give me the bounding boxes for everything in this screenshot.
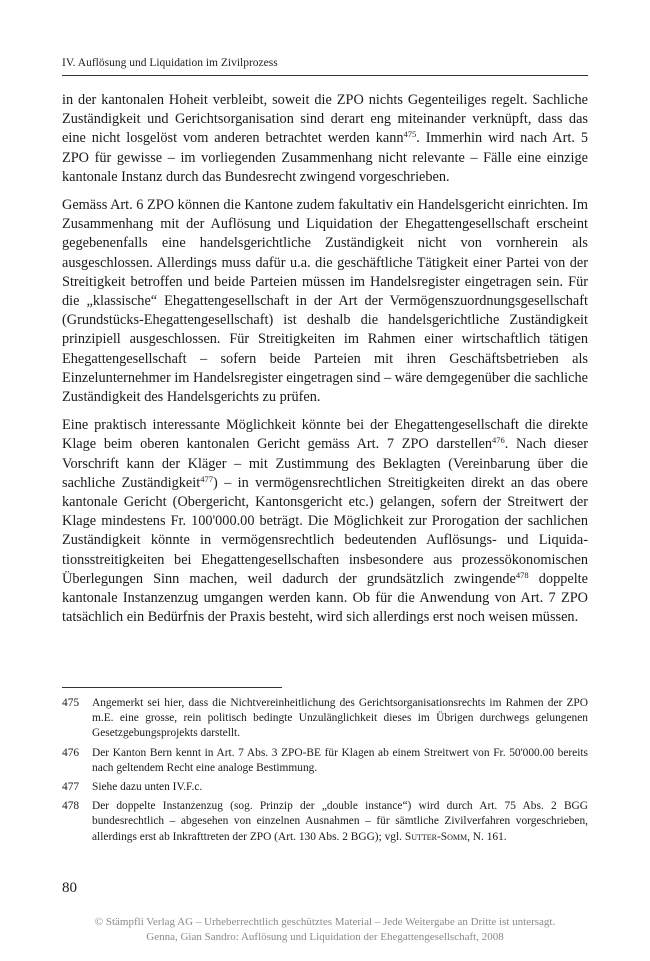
paragraph-2 (62, 196, 588, 407)
footnote-number: 477 (62, 781, 80, 794)
paragraph-text: . Immerhin wird nach Art. 5 ZPO für gewisse – im vorliegenden Zusammenhang nicht relevante – Fälle eine einzige kantonale Instanz durch das Bundesrecht zwingend vorgeschrieben. (62, 130, 588, 185)
footnote-text: Angemerkt sei hier, dass die Nichtvereinheitlichung des Gerichtsorganisationsrechts im Rahmen der ZPO m.E. eine grosse, rein politisch bedingte Unzulänglichkeit dieses im Übrigen durchwegs gelungenen Gesetzgebungsprojekts darstellt. (92, 697, 588, 740)
paragraph-1 (62, 91, 588, 187)
header-rule (62, 75, 588, 76)
copyright-notice (0, 915, 650, 945)
footnote-477 (62, 780, 588, 795)
footnote-text-part: , N. 161. (467, 830, 507, 843)
footnote-text: Siehe dazu unten IV.F.c. (92, 781, 203, 794)
footnote-478 (62, 799, 588, 845)
footnote-ref-478[interactable]: 478 (515, 569, 529, 580)
footnote-text: Der Kanton Bern kennt in Art. 7 Abs. 3 ZPO-BE für Klagen ab einem Streitwert von Fr. 50'000.00 bereits nach geltendem Recht eine analoge Bestimmung. (92, 746, 588, 774)
footnote-475 (62, 696, 588, 742)
paragraph-text: ) – in vermögensrechtlichen Streitigkeiten direkt an das obere kantonale Gericht (Obergericht, Kantonsgericht etc.) gelangen, sofern der Streitwert der Klage mindestens Fr. 100'000.00 beträgt. Die Möglichkeit zur Prorogation der sachlichen Zuständigkeit könnte in vermögensrechtlich bedeutenden Auflösungs- und Liquidationsstreitigkeiten bei Ehegattengesellschaften insbesondere aus prozessökonomischen Überlegungen Sinn machen, weil dadurch der grundsätzlich zwingende (62, 474, 588, 587)
cited-author: Sutter-Somm (404, 830, 468, 843)
copyright-line-1: © Stämpfli Verlag AG – Urheberrechtlich geschütztes Material – Jede Weitergabe an Dritte ist untersagt. (94, 916, 556, 928)
page-number: 80 (62, 880, 77, 896)
body-text (62, 91, 588, 636)
paragraph-text: Gemäss Art. 6 ZPO können die Kantone zudem fakultativ ein Handelsgericht einrichten. Im Zusammenhang mit der Auflösung und Liquidation der Ehegattengesellschaft erscheint gegebenenfalls eine handelsgerichtliche Zuständigkeit nicht von vornherein als ausgeschlossen. Allerdings muss dafür u.a. die geschäftliche Tätigkeit einer Partei von der Streitigkeit betroffen und beide Parteien müssen im Handelsregister eingetragen sein. Für die „klassische“ Ehegattengesellschaft in der Art der Vermögenszuordnungsgesellschaft (Grundstücks-Ehegattengesellschaft) ist deshalb die handelsgerichtliche Zuständigkeit prinzipiell ausgeschlossen. Für Streitigkeiten im Rahmen einer wirtschaftlich tätigen Ehegattengesellschaft – sofern beide Parteien mit ihren Geschäftsbetrieben als Einzelunternehmer im Handelsregister eingetragen sind – wäre demgegenüber die sachliche Zuständigkeit des Handelsgerichts zu prüfen. (62, 197, 588, 406)
footnotes (62, 696, 588, 849)
paragraph-text: Eine praktisch interessante Möglichkeit könnte bei der Ehegattengesellschaft die direkte Klage beim oberen kantonalen Gericht gemäss Art. 7 ZPO darstellen (62, 417, 588, 453)
footnote-number: 475 (62, 697, 80, 709)
footnote-separator (62, 687, 282, 688)
footnote-number: 476 (62, 746, 80, 759)
paragraph-text: in der kantonalen Hoheit verbleibt, soweit die ZPO nichts Gegenteiliges regelt. Sachliche Zuständigkeit und Gerichtsorganisation sind derart eng miteinander verknüpft, dass das eine nicht losgelöst vom anderen betrachtet werden kann (62, 92, 588, 147)
footnote-text-part: Der doppelte Instanzenzug (sog. Prinzip der „double instance“) wird durch Art. 75 Abs. 2 BGG bundesrechtlich – abgesehen von einzelnen Ausnahmen – für sämtliche Zivilverfahren vorgeschrieben, allerdings erst ab Inkrafttreten der ZPO (Art. 130 Abs. 2 BGG); vgl. (92, 800, 588, 843)
copyright-line-2: Genna, Gian Sandro: Auflösung und Liquidation der Ehegattengesellschaft, 2008 (146, 931, 504, 943)
footnote-text (92, 799, 588, 845)
footnote-ref-476[interactable]: 476 (492, 435, 505, 446)
paragraph-3 (62, 416, 588, 627)
paragraph-text: doppelte kantonale Instanzenzug umgangen werden kann. Ob für die Anwendung von Art. 7 ZPO tatsächlich ein Bedürfnis der Praxis besteht, wird sich allerdings erst noch weisen müssen. (62, 570, 588, 626)
footnote-ref-477[interactable]: 477 (200, 473, 213, 484)
footnote-476 (62, 746, 588, 776)
running-head: IV. Auflösung und Liquidation im Zivilprozess (62, 57, 278, 69)
paragraph-text: . Nach dieser Vorschrift kann der Kläger – mit Zustimmung des Beklagten (Vereinbarung über die sachliche Zuständigkeit (62, 436, 589, 491)
footnote-number: 478 (62, 800, 80, 813)
footnote-ref-475[interactable]: 475 (403, 129, 417, 140)
